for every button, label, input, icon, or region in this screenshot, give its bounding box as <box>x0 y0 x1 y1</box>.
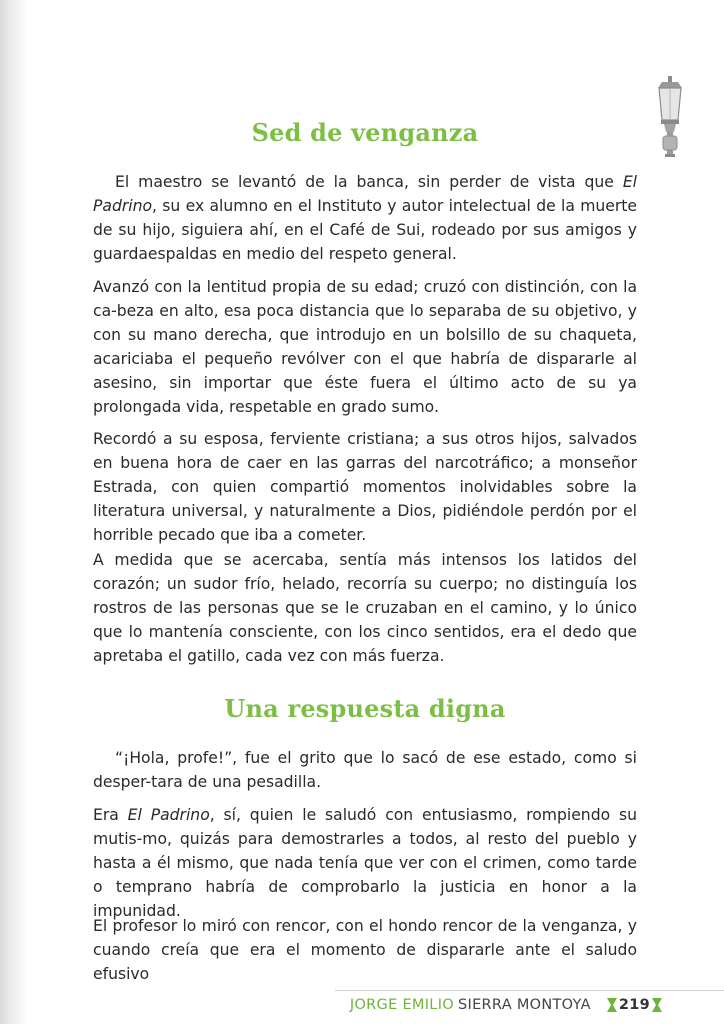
paragraph: “¡Hola, profe!”, fue el grito que lo sacó de ese estado, como si desper-tara de una pesadilla. <box>93 749 637 791</box>
paragraph: El profesor lo miró con rencor, con el hondo rencor de la venganza, y cuando creía que era el momento de dispararle ante el saludo efusivo <box>93 917 637 983</box>
hourglass-ornament-icon <box>607 998 617 1012</box>
paragraph: A medida que se acercaba, sentía más intensos los latidos del corazón; un sudor frío, helado, recorría su cuerpo; no distinguía los rostros de las personas que se le cruzaban en el camino, y lo único que lo mantenía consciente, con los cinco sentidos, era el dedo que apretaba el gatillo, cada vez con más fuerza. <box>93 551 637 665</box>
footer-divider <box>335 990 724 991</box>
section-heading-sed-de-venganza: Sed de venganza <box>251 118 479 147</box>
paragraph: Avanzó con la lentitud propia de su edad; cruzó con distinción, con la ca-beza en alto, esa poca distancia que lo separaba de su objetivo, y con su mano derecha, que introdujo en un bolsillo de su chaqueta, acariciaba el pequeño revólver con el que habría de dispararle al asesino, sin importar que éste fuera el último acto de su ya prolongada vida, respetable en grado sumo. <box>93 278 637 416</box>
book-title-italic: El Padrino <box>93 173 637 215</box>
paragraph: Recordó a su esposa, ferviente cristiana; a sus otros hijos, salvados en buena hora de caer en las garras del narcotráfico; a monseñor Estrada, con quien compartió momentos inolvidables sobre la literatura universal, y naturalmente a Dios, pidiéndole perdón por el horrible pecado que iba a cometer. <box>93 430 637 544</box>
paragraph: El maestro se levantó de la banca, sin perder de vista que El Padrino, su ex alumno en el Instituto y autor intelectual de la muerte de su hijo, siguiera ahí, en el Café de Sui, rodeado por sus amigos y guardaespaldas en medio del respeto general. <box>93 173 637 263</box>
street-lamp-icon <box>650 76 690 160</box>
footer-author-last-name: SIERRA MONTOYA <box>457 997 591 1013</box>
page-footer <box>350 997 662 1013</box>
hourglass-ornament-icon <box>652 998 662 1012</box>
page-number-block <box>607 997 662 1013</box>
page-gutter-shadow <box>0 0 28 1024</box>
book-title-italic: El Padrino <box>127 806 210 824</box>
paragraph: Era El Padrino, sí, quien le saludó con entusiasmo, rompiendo su mutis-mo, quizás para demostrarles a todos, al resto del pueblo y hasta a él mismo, que nada tenía que ver con el crimen, como tarde o temprano habría de comprobarlo la justicia en honor a la impunidad. <box>93 806 637 920</box>
section-heading-una-respuesta-digna: Una respuesta digna <box>224 694 506 723</box>
page-number: 219 <box>618 997 650 1013</box>
footer-author-first-name: JORGE EMILIO <box>349 997 454 1013</box>
